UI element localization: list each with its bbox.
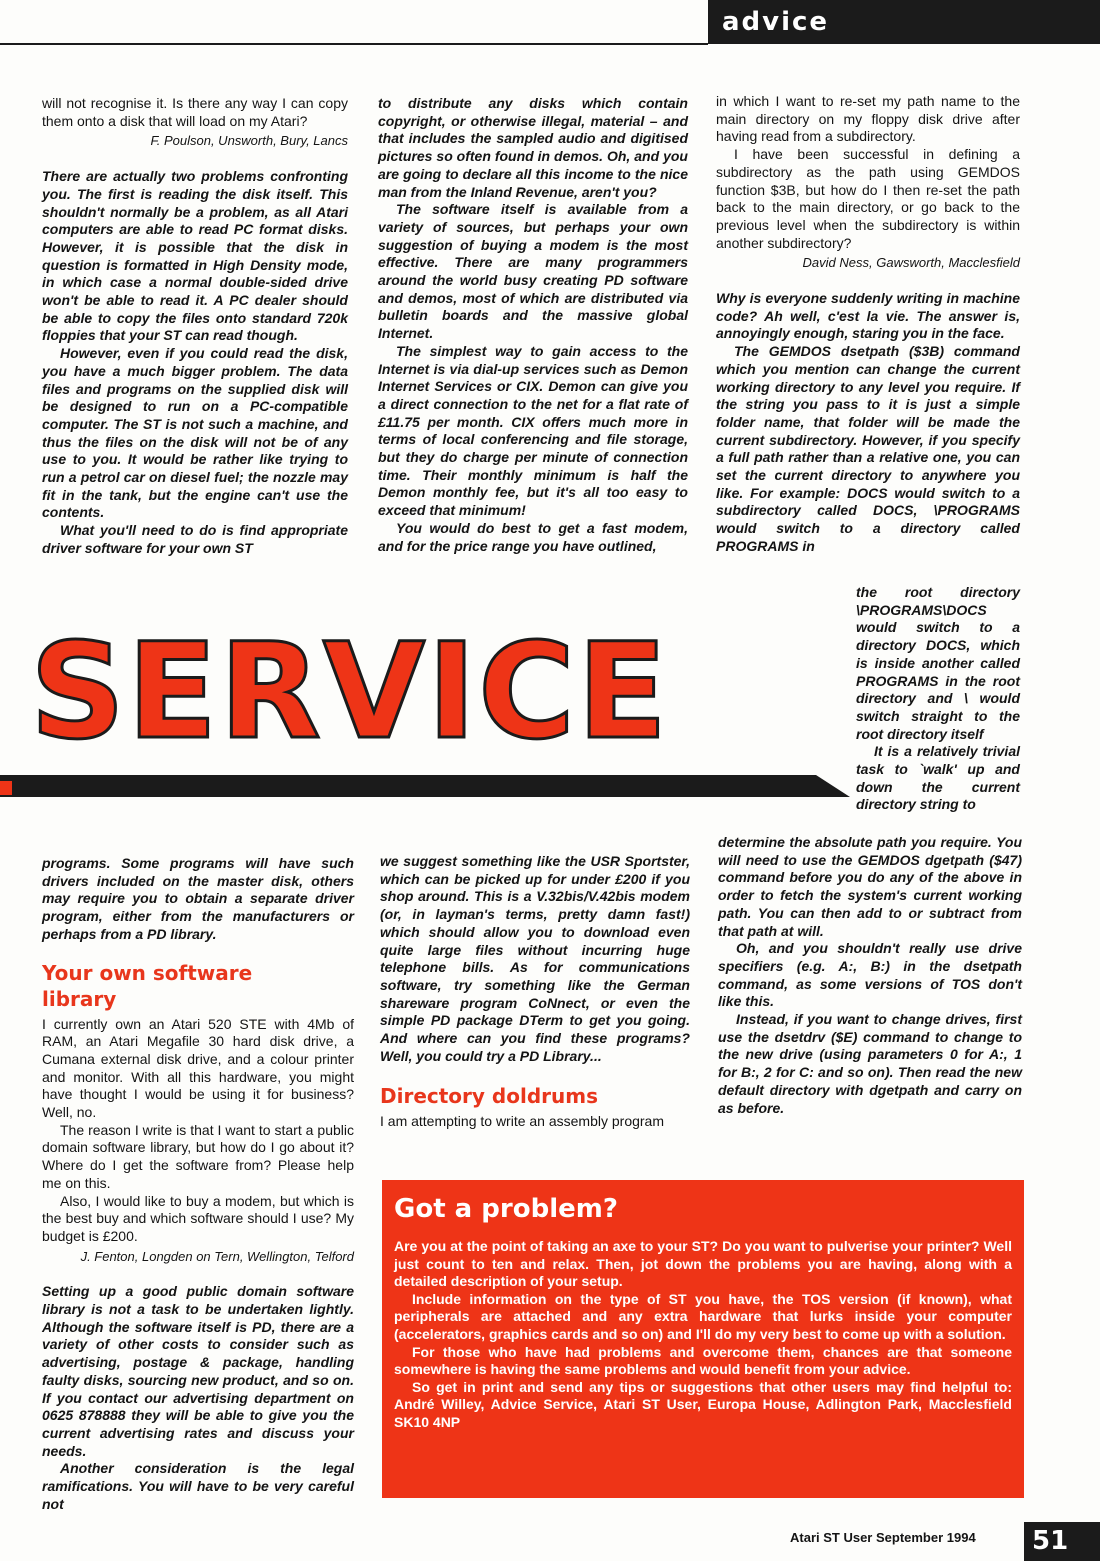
paragraph: The software itself is available from a variety of sources, but perhaps your own suggestion of buying a modem is the most effective. There are many programmers around the world busy creating PD software and demos, most of which are distributed via bulletin boards and the massive global Internet.: [378, 201, 688, 342]
paragraph: I am attempting to write an assembly program: [380, 1113, 665, 1130]
header-rule: [0, 43, 708, 45]
paragraph: the root directory \PROGRAMS\DOCS would switch to a directory DOCS, which is inside another called PROGRAMS in the root directory and \ would switch straight to the root directory itself: [856, 584, 1020, 742]
col1-bottom-text: [42, 855, 354, 944]
column-1-top: [42, 95, 348, 558]
heading-directory-doldrums: Directory doldrums: [380, 1084, 598, 1109]
paragraph: David Ness, Gawsworth, Macclesfield: [802, 255, 1020, 271]
paragraph: determine the absolute path you require. You will need to use the GEMDOS dgetpath ($47) command before you do any of the above in order to fetch the system's current working path. You can then add to or subtract from that path at will.: [718, 834, 1022, 939]
paragraph: There are actually two problems confronting you. The first is reading the disk itself. This shouldn't normally be a problem, as all Atari computers are able to read PC format disks. However, it is possible that the disk in question is formatted in High Density mode, in which case a normal double-sided drive won't be able to read it. A PC dealer should be able to copy the files onto standard 720k floppies that your ST can read though.: [42, 168, 348, 344]
column-2-top: [378, 95, 688, 555]
paragraph: we suggest something like the USR Sportster, which can be picked up for under £200 if you shop around. This is a V.32bis/V.42bis modem (or, in layman's terms, pretty damn fast!) which should allow you to download even quite large files without incurring huge telephone bills. As for communications software, try something like the German shareware program CoNnect, or even the simple PD package DTerm to get you going. And where can you find these programs? Well, you could try a PD Library...: [380, 853, 690, 1064]
got-a-problem-box: [382, 1180, 1024, 1498]
paragraph: However, even if you could read the disk, you have a much bigger problem. The data files and programs on the supplied disk will be designed to run on a PC-compatible computer. The ST is not such a machine, and thus the files on the disk will not be of any use to you. It would be rather like trying to run a petrol car on diesel fuel; the nozzle may fit in the tank, but the engine can't use the contents.: [42, 345, 348, 521]
col1-letter-text: [42, 1016, 354, 1514]
paragraph: in which I want to re-set my path name to the main directory on my floppy disk drive after having read from a subdirectory.: [716, 93, 1020, 145]
paragraph: It is a relatively trivial task to `walk' up and down the current directory string to: [856, 743, 1020, 813]
paragraph: Why is everyone suddenly writing in machine code? Ah well, c'est la vie. The answer is, annoyingly enough, staring you in the face.: [716, 290, 1020, 342]
banner-title: SERVICE: [30, 615, 670, 769]
paragraph: You would do best to get a fast modem, and for the price range you have outlined,: [378, 519, 688, 554]
box-title: Got a problem?: [394, 1194, 618, 1224]
heading-software-library: Your own software library: [42, 960, 253, 1011]
paragraph: J. Fenton, Longden on Tern, Wellington, Telford: [80, 1248, 354, 1264]
page-number: [1024, 1522, 1100, 1561]
column-3-narrow: [856, 584, 1020, 814]
paragraph: Setting up a good public domain software library is not a task to be undertaken lightly. Although the software itself is PD, there are a variety of other costs to consider such as advertising, postage & package, handling faulty disks, sourcing new product, and so on. If you contact our advertising department on 0625 878888 they will be able to give you the current advertising rates and discuss your needs.: [42, 1283, 354, 1459]
page-number-text: 51: [1032, 1526, 1069, 1556]
box-para: For those who have had problems and overcome them, chances are that someone somewhere is having the same problems and would benefit from your advice.: [394, 1343, 1012, 1378]
paragraph: The reason I write is that I want to start a public domain software library, but how do I go about it? Where do I get the software from? Please help me on this.: [42, 1121, 354, 1191]
paragraph: The simplest way to gain access to the Internet is via dial-up services such as Demon Internet Services or CIX. Demon can give you a direct connection to the net for a flat rate of £11.75 per month. CIX offers much more in terms of local conferencing and file storage, but they do charge per minute of connection time. Their monthly minimum is half the Demon monthly fee, but it's all too easy to exceed that minimum!: [378, 342, 688, 519]
paragraph: I currently own an Atari 520 STE with 4Mb of RAM, an Atari Megafile 30 hard disk drive, a Cumana external disk drive, and a colour printer and monitor. With all this hardware, you might have thought I would be using it for business? Well, no.: [42, 1015, 354, 1121]
section-tab: [708, 0, 1100, 44]
column-3-top: [716, 93, 1020, 556]
box-para: Include information on the type of ST you have, the TOS version (if known), what peripherals are attached and any extra hardware that lurks inside your computer (accelerators, graphics cards and so on) and I'll do my very best to come up with a solution.: [394, 1290, 1012, 1342]
col2-bottom-text: [380, 853, 690, 1065]
paragraph: F. Poulson, Unsworth, Bury, Lancs: [150, 133, 348, 149]
column-1-bottom: [42, 855, 354, 1514]
box-para: Are you at the point of taking an axe to your ST? Do you want to pulverise your printer? Well just count to ten and relax. Then, jot down the problems you are having, along with a detailed description of your setup.: [394, 1238, 1012, 1290]
paragraph: Another consideration is the legal ramifications. You will have to be very careful not: [42, 1460, 354, 1512]
banner-bar: [0, 775, 850, 797]
paragraph: What you'll need to do is find appropriate driver software for your own ST: [42, 522, 348, 556]
banner-bar-accent: [0, 781, 12, 795]
paragraph: to distribute any disks which contain copyright, or otherwise illegal, material – and that includes the sampled audio and digitised pictures so often found in demos. Oh, and you are going to declare all this income to the nice man from the Inland Revenue, aren't you?: [378, 95, 688, 200]
section-tab-label: advice: [722, 7, 830, 37]
paragraph: Also, I would like to buy a modem, but which is the best buy and which software should I use? My budget is £200.: [42, 1192, 354, 1244]
paragraph: programs. Some programs will have such drivers included on the master disk, others may require you to obtain a separate driver program, either from the manufacturers or perhaps from a PD library.: [42, 855, 354, 942]
column-3-bottom: [718, 834, 1022, 1117]
column-2-bottom: [380, 853, 690, 1131]
paragraph: will not recognise it. Is there any way I can copy them onto a disk that will load on my Atari?: [42, 95, 348, 129]
box-para: So get in print and send any tips or suggestions that other users may find helpful to: André Willey, Advice Service, Atari ST User, Europa House, Adlington Park, Macclesfield SK10 4NP: [394, 1378, 1012, 1430]
paragraph: I have been successful in defining a subdirectory as the path using GEMDOS function $3B, but how do I then re-set the path back to the main directory, or go back to the previous level when the subdirectory is within another subdirectory?: [716, 146, 1020, 251]
paragraph: Oh, and you shouldn't really use drive specifiers (e.g. A:, B:) in the dsetpath command, as some versions of TOS don't like this.: [718, 940, 1022, 1010]
col2-letter-text: [380, 1113, 690, 1131]
paragraph: The GEMDOS dsetpath ($3B) command which you mention can change the current working directory to any level you require. If the string you pass to it is just a simple folder name, that folder will be made the current subdirectory. However, if you specify a full path rather than a relative one, you can set the current directory to anywhere you like. For example: DOCS would switch to a subdirectory called DOCS, \PROGRAMS would switch to a directory called PROGRAMS in: [716, 343, 1020, 554]
paragraph: Instead, if you want to change drives, first use the dsetdrv ($E) command to change to the new drive (using parameters 0 for A:, 1 for B:, 2 for C: and so on). Then read the new default directory with dgetpath and carry on as before.: [718, 1011, 1022, 1116]
footer-issue: Atari ST User September 1994: [790, 1530, 976, 1545]
